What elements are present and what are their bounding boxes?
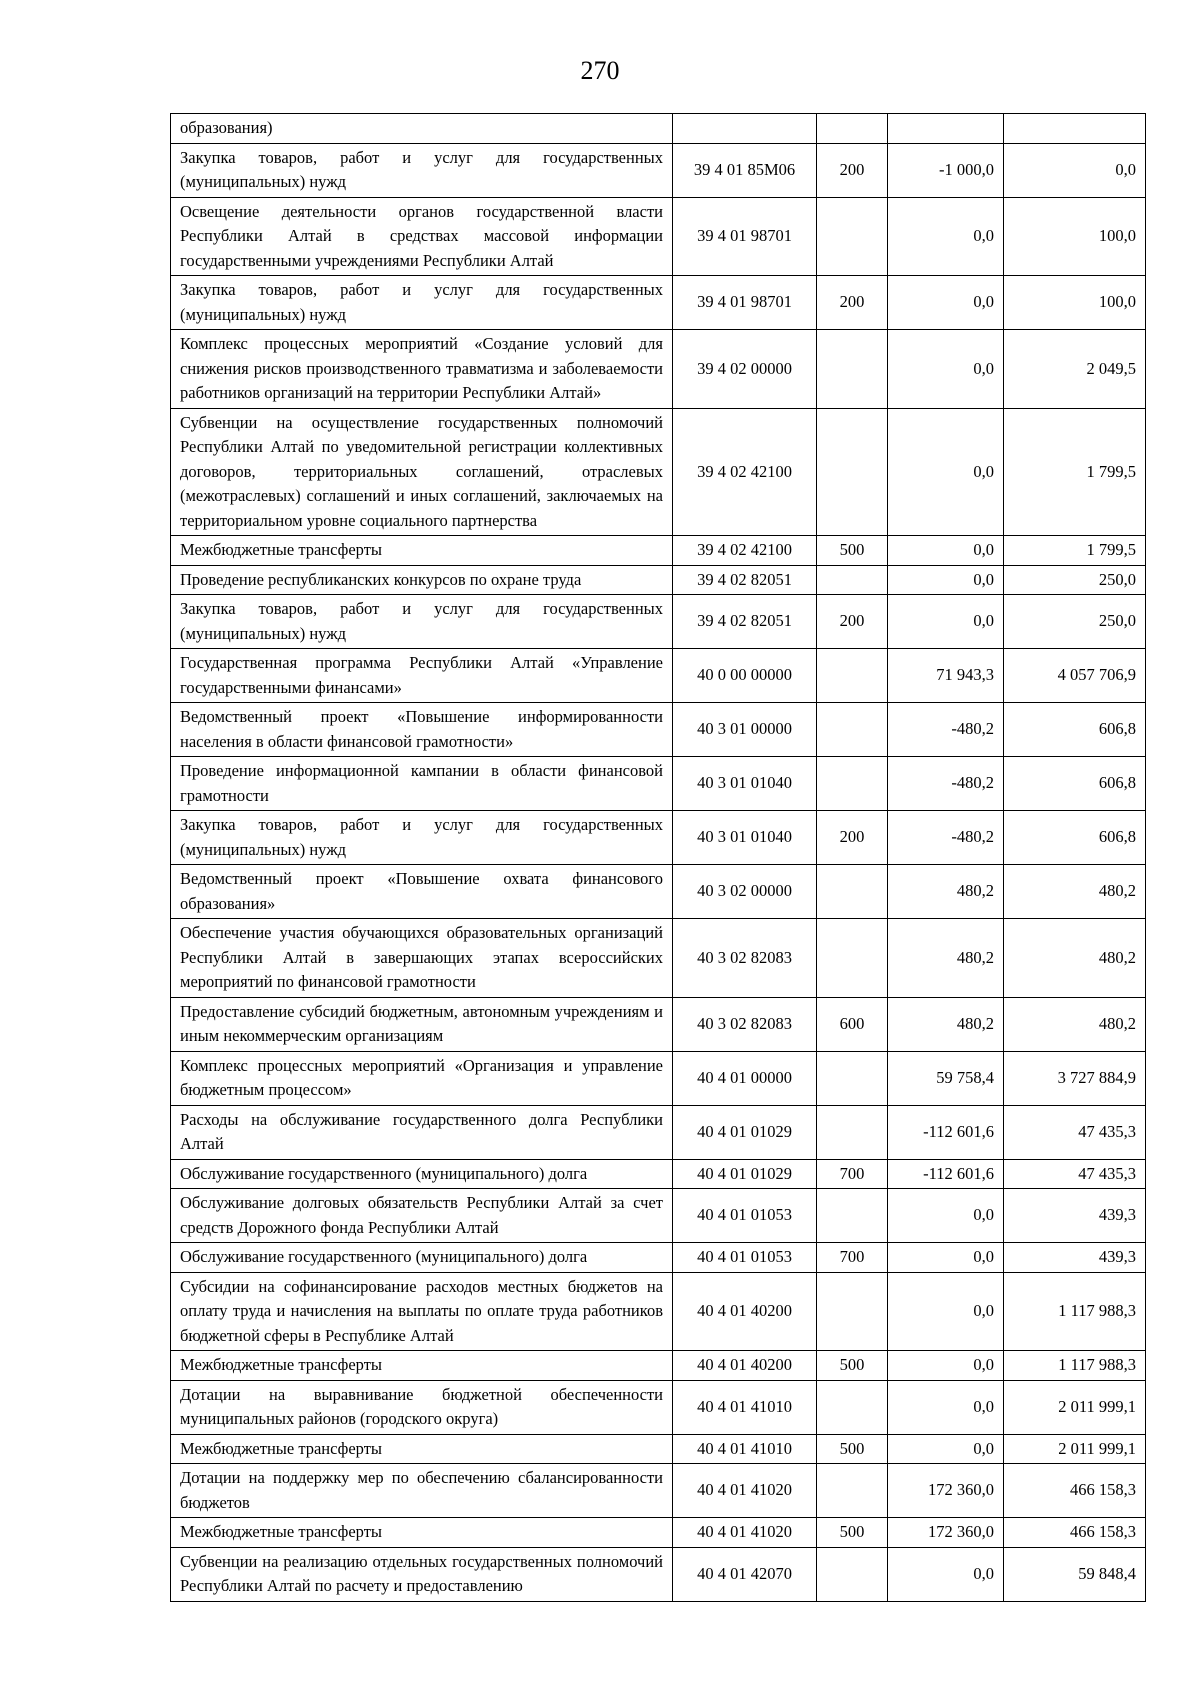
cell-amount-change: -112 601,6 (888, 1159, 1004, 1189)
cell-name: Расходы на обслуживание государственного долга Республики Алтай (171, 1105, 673, 1159)
cell-expense-type (817, 197, 888, 276)
cell-amount-total: 2 011 999,1 (1004, 1380, 1146, 1434)
cell-amount-total: 480,2 (1004, 997, 1146, 1051)
cell-amount-change: -480,2 (888, 811, 1004, 865)
cell-amount-total: 4 057 706,9 (1004, 649, 1146, 703)
cell-code: 40 3 02 82083 (673, 919, 817, 998)
cell-code: 40 4 01 40200 (673, 1351, 817, 1381)
table-row (171, 1105, 1146, 1159)
cell-expense-type: 500 (817, 1518, 888, 1548)
table-row (171, 1380, 1146, 1434)
cell-amount-change: 172 360,0 (888, 1464, 1004, 1518)
cell-code: 40 4 01 01029 (673, 1105, 817, 1159)
table-row (171, 595, 1146, 649)
cell-amount-total: 3 727 884,9 (1004, 1051, 1146, 1105)
cell-amount-total: 606,8 (1004, 757, 1146, 811)
cell-name: Обслуживание долговых обязательств Республики Алтай за счет средств Дорожного фонда Республики Алтай (171, 1189, 673, 1243)
table-row (171, 1547, 1146, 1601)
cell-name: Обеспечение участия обучающихся образовательных организаций Республики Алтай в завершающих этапах всероссийских мероприятий по финансовой грамотности (171, 919, 673, 998)
cell-name: Межбюджетные трансферты (171, 536, 673, 566)
cell-expense-type: 700 (817, 1159, 888, 1189)
cell-amount-total: 100,0 (1004, 197, 1146, 276)
cell-name: Освещение деятельности органов государственной власти Республики Алтай в средствах массовой информации государственными учреждениями Республики Алтай (171, 197, 673, 276)
cell-amount-change: 172 360,0 (888, 1518, 1004, 1548)
cell-code: 39 4 02 00000 (673, 330, 817, 409)
cell-expense-type (817, 1464, 888, 1518)
cell-amount-total: 2 011 999,1 (1004, 1434, 1146, 1464)
cell-expense-type: 200 (817, 276, 888, 330)
cell-name: Субвенции на осуществление государственных полномочий Республики Алтай по уведомительной регистрации коллективных договоров, территориальных соглашений, отраслевых (межотраслевых) соглашений и иных соглашений, заключаемых на территориальном уровне социального партнерства (171, 408, 673, 536)
cell-amount-total: 47 435,3 (1004, 1105, 1146, 1159)
cell-code: 40 4 01 41010 (673, 1380, 817, 1434)
cell-amount-change: 59 758,4 (888, 1051, 1004, 1105)
cell-code: 39 4 02 82051 (673, 595, 817, 649)
cell-code: 40 4 01 41020 (673, 1464, 817, 1518)
table-row (171, 197, 1146, 276)
cell-code: 40 4 01 01029 (673, 1159, 817, 1189)
cell-amount-total: 100,0 (1004, 276, 1146, 330)
cell-name: Обслуживание государственного (муниципального) долга (171, 1159, 673, 1189)
cell-amount-change: 0,0 (888, 1434, 1004, 1464)
cell-expense-type (817, 649, 888, 703)
cell-amount-change: 0,0 (888, 1351, 1004, 1381)
cell-code: 40 4 01 01053 (673, 1243, 817, 1273)
cell-name: Комплекс процессных мероприятий «Организация и управление бюджетным процессом» (171, 1051, 673, 1105)
cell-amount-total: 250,0 (1004, 565, 1146, 595)
table-row (171, 1464, 1146, 1518)
cell-amount-change: 0,0 (888, 1243, 1004, 1273)
cell-name: образования) (171, 114, 673, 144)
cell-amount-change: -1 000,0 (888, 143, 1004, 197)
table-row (171, 408, 1146, 536)
cell-expense-type (817, 865, 888, 919)
cell-expense-type: 500 (817, 536, 888, 566)
cell-amount-total: 0,0 (1004, 143, 1146, 197)
cell-expense-type (817, 565, 888, 595)
cell-expense-type (817, 703, 888, 757)
cell-amount-change: 0,0 (888, 1380, 1004, 1434)
cell-expense-type (817, 919, 888, 998)
cell-amount-total: 1 799,5 (1004, 408, 1146, 536)
cell-amount-change: 0,0 (888, 536, 1004, 566)
cell-amount-change: 71 943,3 (888, 649, 1004, 703)
cell-name: Ведомственный проект «Повышение информированности населения в области финансовой грамотности» (171, 703, 673, 757)
table-row (171, 649, 1146, 703)
table-body (171, 114, 1146, 1602)
cell-name: Закупка товаров, работ и услуг для государственных (муниципальных) нужд (171, 143, 673, 197)
cell-expense-type (817, 1051, 888, 1105)
table-row (171, 143, 1146, 197)
cell-code: 39 4 02 42100 (673, 408, 817, 536)
cell-expense-type: 200 (817, 595, 888, 649)
table-row (171, 703, 1146, 757)
cell-name: Закупка товаров, работ и услуг для государственных (муниципальных) нужд (171, 811, 673, 865)
cell-name: Закупка товаров, работ и услуг для государственных (муниципальных) нужд (171, 276, 673, 330)
cell-amount-change: 0,0 (888, 1189, 1004, 1243)
cell-amount-total: 2 049,5 (1004, 330, 1146, 409)
cell-code: 40 3 01 01040 (673, 811, 817, 865)
cell-code: 40 3 01 00000 (673, 703, 817, 757)
cell-expense-type: 700 (817, 1243, 888, 1273)
cell-amount-total: 466 158,3 (1004, 1464, 1146, 1518)
cell-code: 40 4 01 41010 (673, 1434, 817, 1464)
cell-amount-change: 0,0 (888, 330, 1004, 409)
cell-amount-change: -112 601,6 (888, 1105, 1004, 1159)
cell-expense-type (817, 114, 888, 144)
cell-amount-total: 1 117 988,3 (1004, 1351, 1146, 1381)
cell-code (673, 114, 817, 144)
cell-expense-type: 500 (817, 1351, 888, 1381)
table-row (171, 114, 1146, 144)
cell-expense-type (817, 1547, 888, 1601)
cell-amount-change: -480,2 (888, 757, 1004, 811)
cell-name: Дотации на выравнивание бюджетной обеспеченности муниципальных районов (городского округа) (171, 1380, 673, 1434)
table-row (171, 1189, 1146, 1243)
cell-expense-type (817, 1105, 888, 1159)
cell-expense-type (817, 408, 888, 536)
cell-name: Межбюджетные трансферты (171, 1434, 673, 1464)
cell-expense-type (817, 1189, 888, 1243)
cell-amount-change: 0,0 (888, 1547, 1004, 1601)
table-row (171, 811, 1146, 865)
page-number: 270 (580, 56, 620, 85)
cell-amount-change: 0,0 (888, 595, 1004, 649)
cell-amount-total: 439,3 (1004, 1189, 1146, 1243)
cell-amount-change (888, 114, 1004, 144)
cell-amount-total: 606,8 (1004, 703, 1146, 757)
cell-amount-total: 47 435,3 (1004, 1159, 1146, 1189)
cell-amount-total: 1 799,5 (1004, 536, 1146, 566)
cell-amount-change: 0,0 (888, 197, 1004, 276)
cell-amount-total: 250,0 (1004, 595, 1146, 649)
cell-code: 40 3 02 00000 (673, 865, 817, 919)
table-row (171, 757, 1146, 811)
cell-name: Дотации на поддержку мер по обеспечению сбалансированности бюджетов (171, 1464, 673, 1518)
table-row (171, 1051, 1146, 1105)
cell-code: 39 4 02 82051 (673, 565, 817, 595)
cell-expense-type: 200 (817, 143, 888, 197)
table-row (171, 1272, 1146, 1351)
cell-code: 40 3 01 01040 (673, 757, 817, 811)
table-row (171, 1518, 1146, 1548)
cell-amount-change: -480,2 (888, 703, 1004, 757)
cell-amount-total: 59 848,4 (1004, 1547, 1146, 1601)
table-row (171, 565, 1146, 595)
cell-code: 40 4 01 41020 (673, 1518, 817, 1548)
cell-code: 40 4 01 00000 (673, 1051, 817, 1105)
cell-code: 40 4 01 42070 (673, 1547, 817, 1601)
table-row (171, 276, 1146, 330)
budget-table (170, 113, 1146, 1602)
cell-code: 39 4 02 42100 (673, 536, 817, 566)
table-row (171, 1159, 1146, 1189)
cell-expense-type (817, 757, 888, 811)
cell-name: Обслуживание государственного (муниципального) долга (171, 1243, 673, 1273)
cell-code: 40 4 01 01053 (673, 1189, 817, 1243)
cell-name: Межбюджетные трансферты (171, 1351, 673, 1381)
table-row (171, 865, 1146, 919)
table-row (171, 330, 1146, 409)
cell-expense-type: 200 (817, 811, 888, 865)
cell-amount-total: 606,8 (1004, 811, 1146, 865)
cell-amount-total: 466 158,3 (1004, 1518, 1146, 1548)
cell-amount-change: 0,0 (888, 1272, 1004, 1351)
cell-expense-type (817, 1380, 888, 1434)
table-row (171, 997, 1146, 1051)
cell-name: Субсидии на софинансирование расходов местных бюджетов на оплату труда и начисления на выплаты по оплате труда работников бюджетной сферы в Республике Алтай (171, 1272, 673, 1351)
cell-amount-total: 439,3 (1004, 1243, 1146, 1273)
cell-code: 39 4 01 98701 (673, 276, 817, 330)
cell-name: Межбюджетные трансферты (171, 1518, 673, 1548)
cell-amount-total: 1 117 988,3 (1004, 1272, 1146, 1351)
cell-expense-type (817, 330, 888, 409)
cell-amount-total: 480,2 (1004, 865, 1146, 919)
cell-name: Комплекс процессных мероприятий «Создание условий для снижения рисков производственного травматизма и заболеваемости работников организаций на территории Республики Алтай» (171, 330, 673, 409)
table-row (171, 536, 1146, 566)
cell-amount-change: 0,0 (888, 408, 1004, 536)
cell-amount-change: 0,0 (888, 276, 1004, 330)
cell-code: 40 3 02 82083 (673, 997, 817, 1051)
table-row (171, 919, 1146, 998)
cell-amount-total: 480,2 (1004, 919, 1146, 998)
table-row (171, 1351, 1146, 1381)
cell-amount-change: 480,2 (888, 919, 1004, 998)
cell-expense-type (817, 1272, 888, 1351)
cell-expense-type: 600 (817, 997, 888, 1051)
cell-code: 39 4 01 85М06 (673, 143, 817, 197)
cell-name: Ведомственный проект «Повышение охвата финансового образования» (171, 865, 673, 919)
cell-code: 40 4 01 40200 (673, 1272, 817, 1351)
cell-amount-total (1004, 114, 1146, 144)
table-row (171, 1434, 1146, 1464)
cell-name: Государственная программа Республики Алтай «Управление государственными финансами» (171, 649, 673, 703)
cell-amount-change: 480,2 (888, 997, 1004, 1051)
cell-code: 40 0 00 00000 (673, 649, 817, 703)
table-row (171, 1243, 1146, 1273)
cell-amount-change: 480,2 (888, 865, 1004, 919)
cell-expense-type: 500 (817, 1434, 888, 1464)
cell-code: 39 4 01 98701 (673, 197, 817, 276)
cell-name: Субвенции на реализацию отдельных государственных полномочий Республики Алтай по расчету и предоставлению (171, 1547, 673, 1601)
cell-name: Предоставление субсидий бюджетным, автономным учреждениям и иным некоммерческим организациям (171, 997, 673, 1051)
cell-name: Закупка товаров, работ и услуг для государственных (муниципальных) нужд (171, 595, 673, 649)
cell-amount-change: 0,0 (888, 565, 1004, 595)
cell-name: Проведение информационной кампании в области финансовой грамотности (171, 757, 673, 811)
cell-name: Проведение республиканских конкурсов по охране труда (171, 565, 673, 595)
